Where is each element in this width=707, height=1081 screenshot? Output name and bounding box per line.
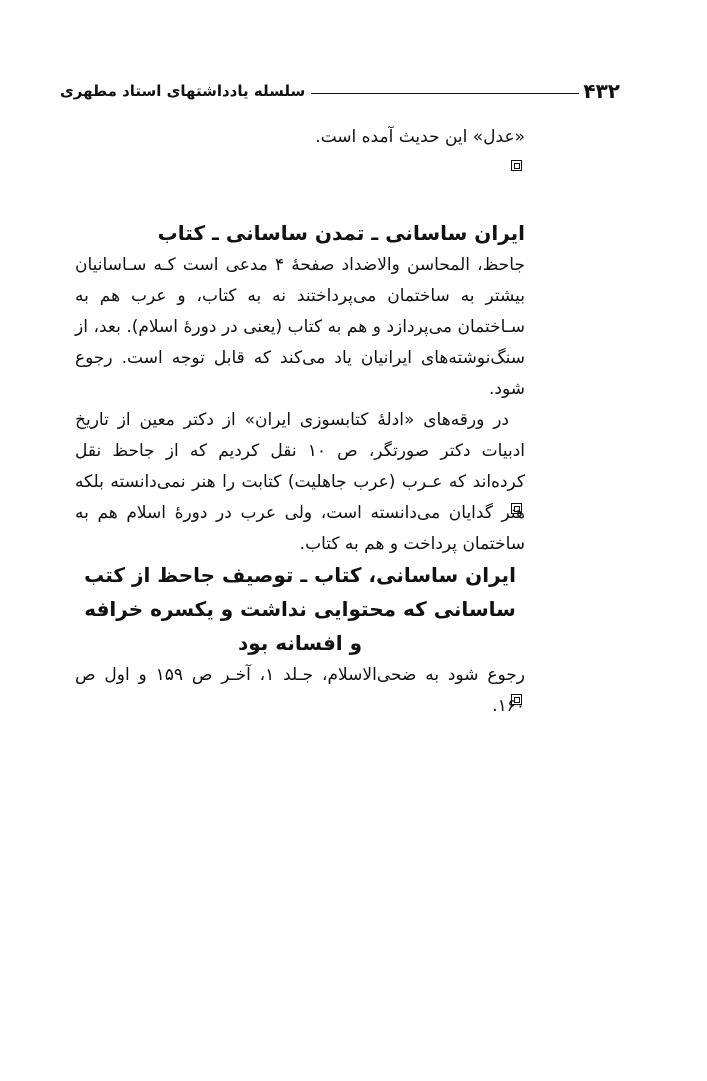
- body-paragraph: در ورقه‌های «ادلهٔ کتابسوزی ایران» از دکتر معین از تاریخ ادبیات دکتر صورتگر، ص ۱۰ نقل کردیم که از جاحظ نقل کرده‌اند که عـرب (عرب جاهلیت) کتابت را هنر نمی‌دانسته بلکه هنر گدایان می‌دانسته است، ولی عرب در دورهٔ اسلام هم به ساختمان پرداخت و هم به کتاب.: [75, 410, 526, 554]
- section-heading: ایران ساسانی، کتاب ـ توصیف جاحظ از کتب ساسانی که محتوایی نداشت و یکسره خرافه و افسانه بود: [84, 563, 516, 655]
- body-paragraph: رجوع شود به ضحی‌الاسلام، جـلد ۱، آخـر ص ۱۵۹ و اول ص ۱۶۰.: [75, 665, 526, 716]
- section-continuation: [75, 122, 525, 153]
- section-heading: ایران ساسانی ـ تمدن ساسانی ـ کتاب: [157, 221, 525, 245]
- body-paragraph: جاحظ، المحاسن والاضداد صفحهٔ ۴ مدعی است کـه سـاسانیان بیشتر به ساختمان می‌پرداختند نه به کتاب، و عرب هم به سـاختمان می‌پردازد و هم به کتاب (یعنی در دورهٔ اسلام). بعد، از سنگ‌نوشته‌های ایرانیان یاد می‌کند که قابل توجه است. رجوع شود.: [75, 255, 525, 399]
- section-end-mark: [511, 160, 522, 171]
- continuation-paragraph: «عدل» این حدیث آمده است.: [315, 127, 525, 147]
- section-end-mark: [511, 503, 522, 514]
- section-sasanian-civilization: [75, 216, 525, 560]
- running-header: [60, 76, 620, 106]
- header-rule: [311, 93, 579, 94]
- section-jahiz-description: [75, 558, 525, 722]
- page-number: ۴۳۲: [583, 79, 620, 103]
- section-end-mark: [511, 694, 522, 705]
- series-title: سلسله یادداشتهای استاد مطهری: [60, 82, 306, 100]
